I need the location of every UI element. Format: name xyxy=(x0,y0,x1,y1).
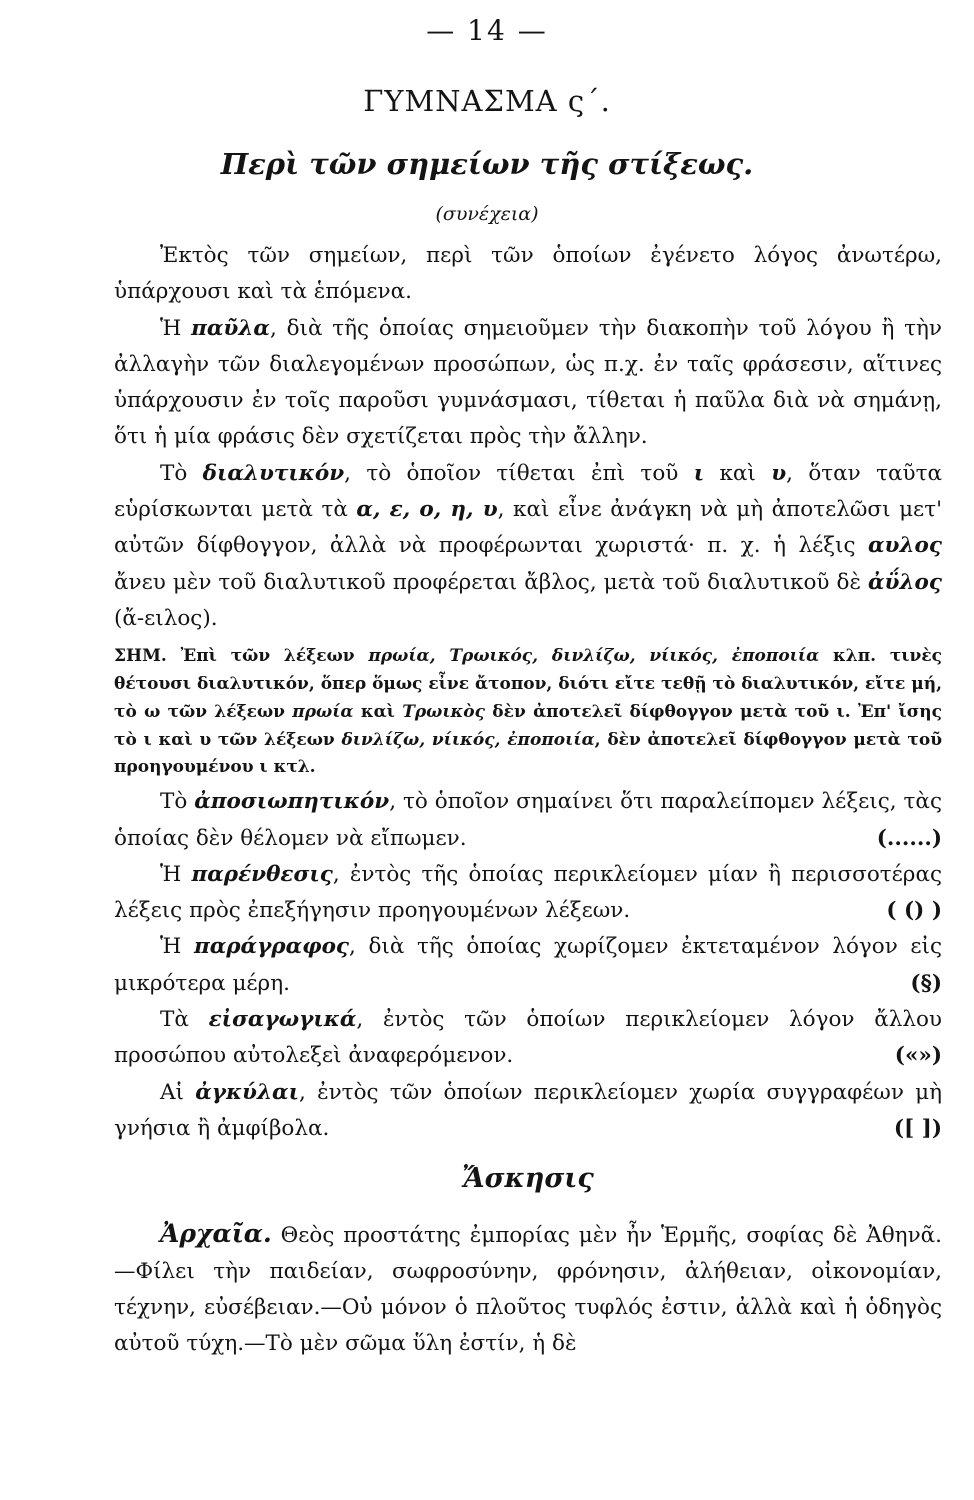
intro-paragraph: Ἐκτὸς τῶν σημείων, περὶ τῶν ὁποίων ἐγένετο λόγος ἀνωτέρω, ὑπάρχουσι καὶ τὰ ἑπόμενα. xyxy=(114,243,942,305)
text: , ἐντὸς τῶν ὁποίων περικλείομεν λόγον ἄλλου προσώπου αὐτολεξεὶ ἀναφερόμενον. xyxy=(114,1007,942,1069)
example-word: αυλος xyxy=(868,533,942,559)
eisagogika-paragraph xyxy=(114,1002,942,1075)
text: Τὸ xyxy=(160,789,195,815)
text: Αἱ xyxy=(160,1079,196,1105)
page-number: — 14 — xyxy=(426,14,548,47)
term-eisagogika: εἰσαγωγικά xyxy=(208,1007,357,1033)
text: , δὲν ἀποτελεῖ δίφθογγον μετὰ τοῦ προηγουμένου ι κτλ. xyxy=(114,729,943,778)
text: κλπ. τινὲς θέτουσι διαλυτικόν, ὅπερ ὅμως εἶνε ἄτοπον, διότι εἴτε τεθῇ τὸ διαλυτικόν, εἴτε μή, τὸ ω τῶν λέξεων xyxy=(114,646,943,722)
example-word: ἀΰλος xyxy=(868,569,942,595)
text: (ἄ-ειλος). xyxy=(114,605,218,631)
text: Τὰ xyxy=(160,1007,209,1033)
symbol-parenthesis: ( () ) xyxy=(886,898,942,924)
text: Ἡ xyxy=(160,861,192,887)
letter-iota: ι xyxy=(693,460,705,486)
symbol-quotes: («») xyxy=(894,1043,942,1069)
paragraphos-paragraph xyxy=(114,929,942,1002)
section-subtitle: Περὶ τῶν σημείων τῆς στίξεως. xyxy=(220,147,754,181)
vowels: α, ε, ο, η, υ xyxy=(356,497,498,523)
parenthesis-paragraph xyxy=(114,857,942,930)
continuation-label: (συνέχεια) xyxy=(435,203,539,225)
text: , ἐντὸς τῆς ὁποίας περικλείομεν μίαν ἢ περισσοτέρας λέξεις πρὸς ἐπεξήγησιν προηγουμένων λέξεων. xyxy=(114,861,943,924)
term-dialytikon: διαλυτικόν xyxy=(202,460,345,486)
agkylai-paragraph xyxy=(114,1075,942,1148)
example-words: δινλίζω, νίικός, ἐποποιία xyxy=(341,729,595,750)
term-paragraphos: παράγραφος xyxy=(193,934,350,960)
term-paula: παῦλα xyxy=(191,315,270,341)
archaia-heading: Ἀρχαῖα. xyxy=(160,1218,272,1248)
text: Ἡ xyxy=(160,315,192,341)
text: , τὸ ὁποῖον τίθεται ἐπὶ τοῦ xyxy=(344,460,694,486)
example-word: Τρωικὸς xyxy=(402,701,485,722)
letter-upsilon: υ xyxy=(771,460,787,486)
symbol-section: (§) xyxy=(910,970,942,996)
dialytikon-paragraph xyxy=(114,456,942,637)
text: Θεὸς προστάτης ἐμπορίας μὲν ἦν Ἑρμῆς, σοφίας δὲ Ἀθηνᾶ.—Φίλει τὴν παιδείαν, σωφροσύνην, φρόνησιν, ἀλήθειαν, οἰκονομίαν, τέχνην, εὐσέβειαν.—Οὐ μόνον ὁ πλοῦτος τυφλός ἐστιν, ἀλλὰ καὶ ἡ ὁδηγὸς αὐτοῦ τύχη.—Τὸ μὲν σῶμα ὕλη ἐστίν, ἡ δὲ xyxy=(114,1222,942,1357)
exercise-title: ΓΥΜΝΑΣΜΑ ς΄. xyxy=(363,84,611,118)
text: καὶ xyxy=(704,460,772,486)
term-aposiopetikon: ἀποσιωπητικόν xyxy=(194,789,390,815)
symbol-brackets: ([ ]) xyxy=(893,1115,942,1141)
exercises-heading: Ἄσκησις xyxy=(462,1163,594,1195)
text: , ὅταν ταῦτα εὑρίσκωνται μετὰ τὰ xyxy=(114,460,943,523)
text: Ἐπὶ τῶν λέξεων xyxy=(166,646,369,667)
archaia-paragraph xyxy=(114,1216,942,1363)
note-paragraph xyxy=(114,643,942,782)
term-parenthesis: παρένθεσις xyxy=(191,861,333,887)
paula-paragraph xyxy=(114,311,942,456)
example-words: πρωία, Τρωικός, δινλίζω, νίικός, ἐποποιία xyxy=(368,646,820,667)
text: , διὰ τῆς ὁποίας χωρίζομεν ἐκτεταμένον λόγον εἰς μικρότερα μέρη. xyxy=(114,934,942,996)
text: , καὶ εἶνε ἀνάγκη νὰ μὴ ἀποτελῶσι μετ' αὐτῶν δίφθογγον, ἀλλὰ νὰ προφέρωνται χωριστά· π. χ. ἡ λέξις xyxy=(114,497,942,559)
text: , διὰ τῆς ὁποίας σημειοῦμεν τὴν διακοπὴν τοῦ λόγου ἢ τὴν ἀλλαγὴν τῶν διαλεγομένων προσώπων, ὡς π.χ. ἐν ταῖς φράσεσιν, αἵτινες ὑπάρχουσιν ἐν τοῖς παροῦσι γυμνάσμασι, τίθεται ἡ παῦλα διὰ νὰ σημάνῃ, ὅτι ἡ μία φράσις δὲν σχετίζεται πρὸς τὴν ἄλλην. xyxy=(114,315,942,450)
text: καὶ xyxy=(353,701,403,722)
text: Τὸ xyxy=(160,460,203,486)
text: Ἡ xyxy=(160,934,194,960)
text: ἄνευ μὲν τοῦ διαλυτικοῦ προφέρεται ἄβλος, μετὰ τοῦ διαλυτικοῦ δὲ xyxy=(114,569,869,595)
example-word: πρωία xyxy=(292,701,354,722)
text: , τὸ ὁποῖον σημαίνει ὅτι παραλείπομεν λέξεις, τὰς ὁποίας δὲν θέλομεν νὰ εἴπωμεν. xyxy=(114,789,942,851)
aposiopetikon-paragraph xyxy=(114,784,942,857)
note-label: ΣΗΜ. xyxy=(114,646,167,667)
text: δὲν ἀποτελεῖ δίφθογγον μετὰ τοῦ ι. Ἐπ' ἴσης τὸ ι καὶ υ τῶν λέξεων xyxy=(114,701,942,750)
body-text xyxy=(114,238,942,1363)
symbol-ellipsis: (......) xyxy=(876,825,942,851)
term-agkylai: ἀγκύλαι xyxy=(195,1079,299,1105)
text: , ἐντὸς τῶν ὁποίων περικλείομεν χωρία συγγραφέων μὴ γνήσια ἢ ἀμφίβολα. xyxy=(114,1079,942,1141)
